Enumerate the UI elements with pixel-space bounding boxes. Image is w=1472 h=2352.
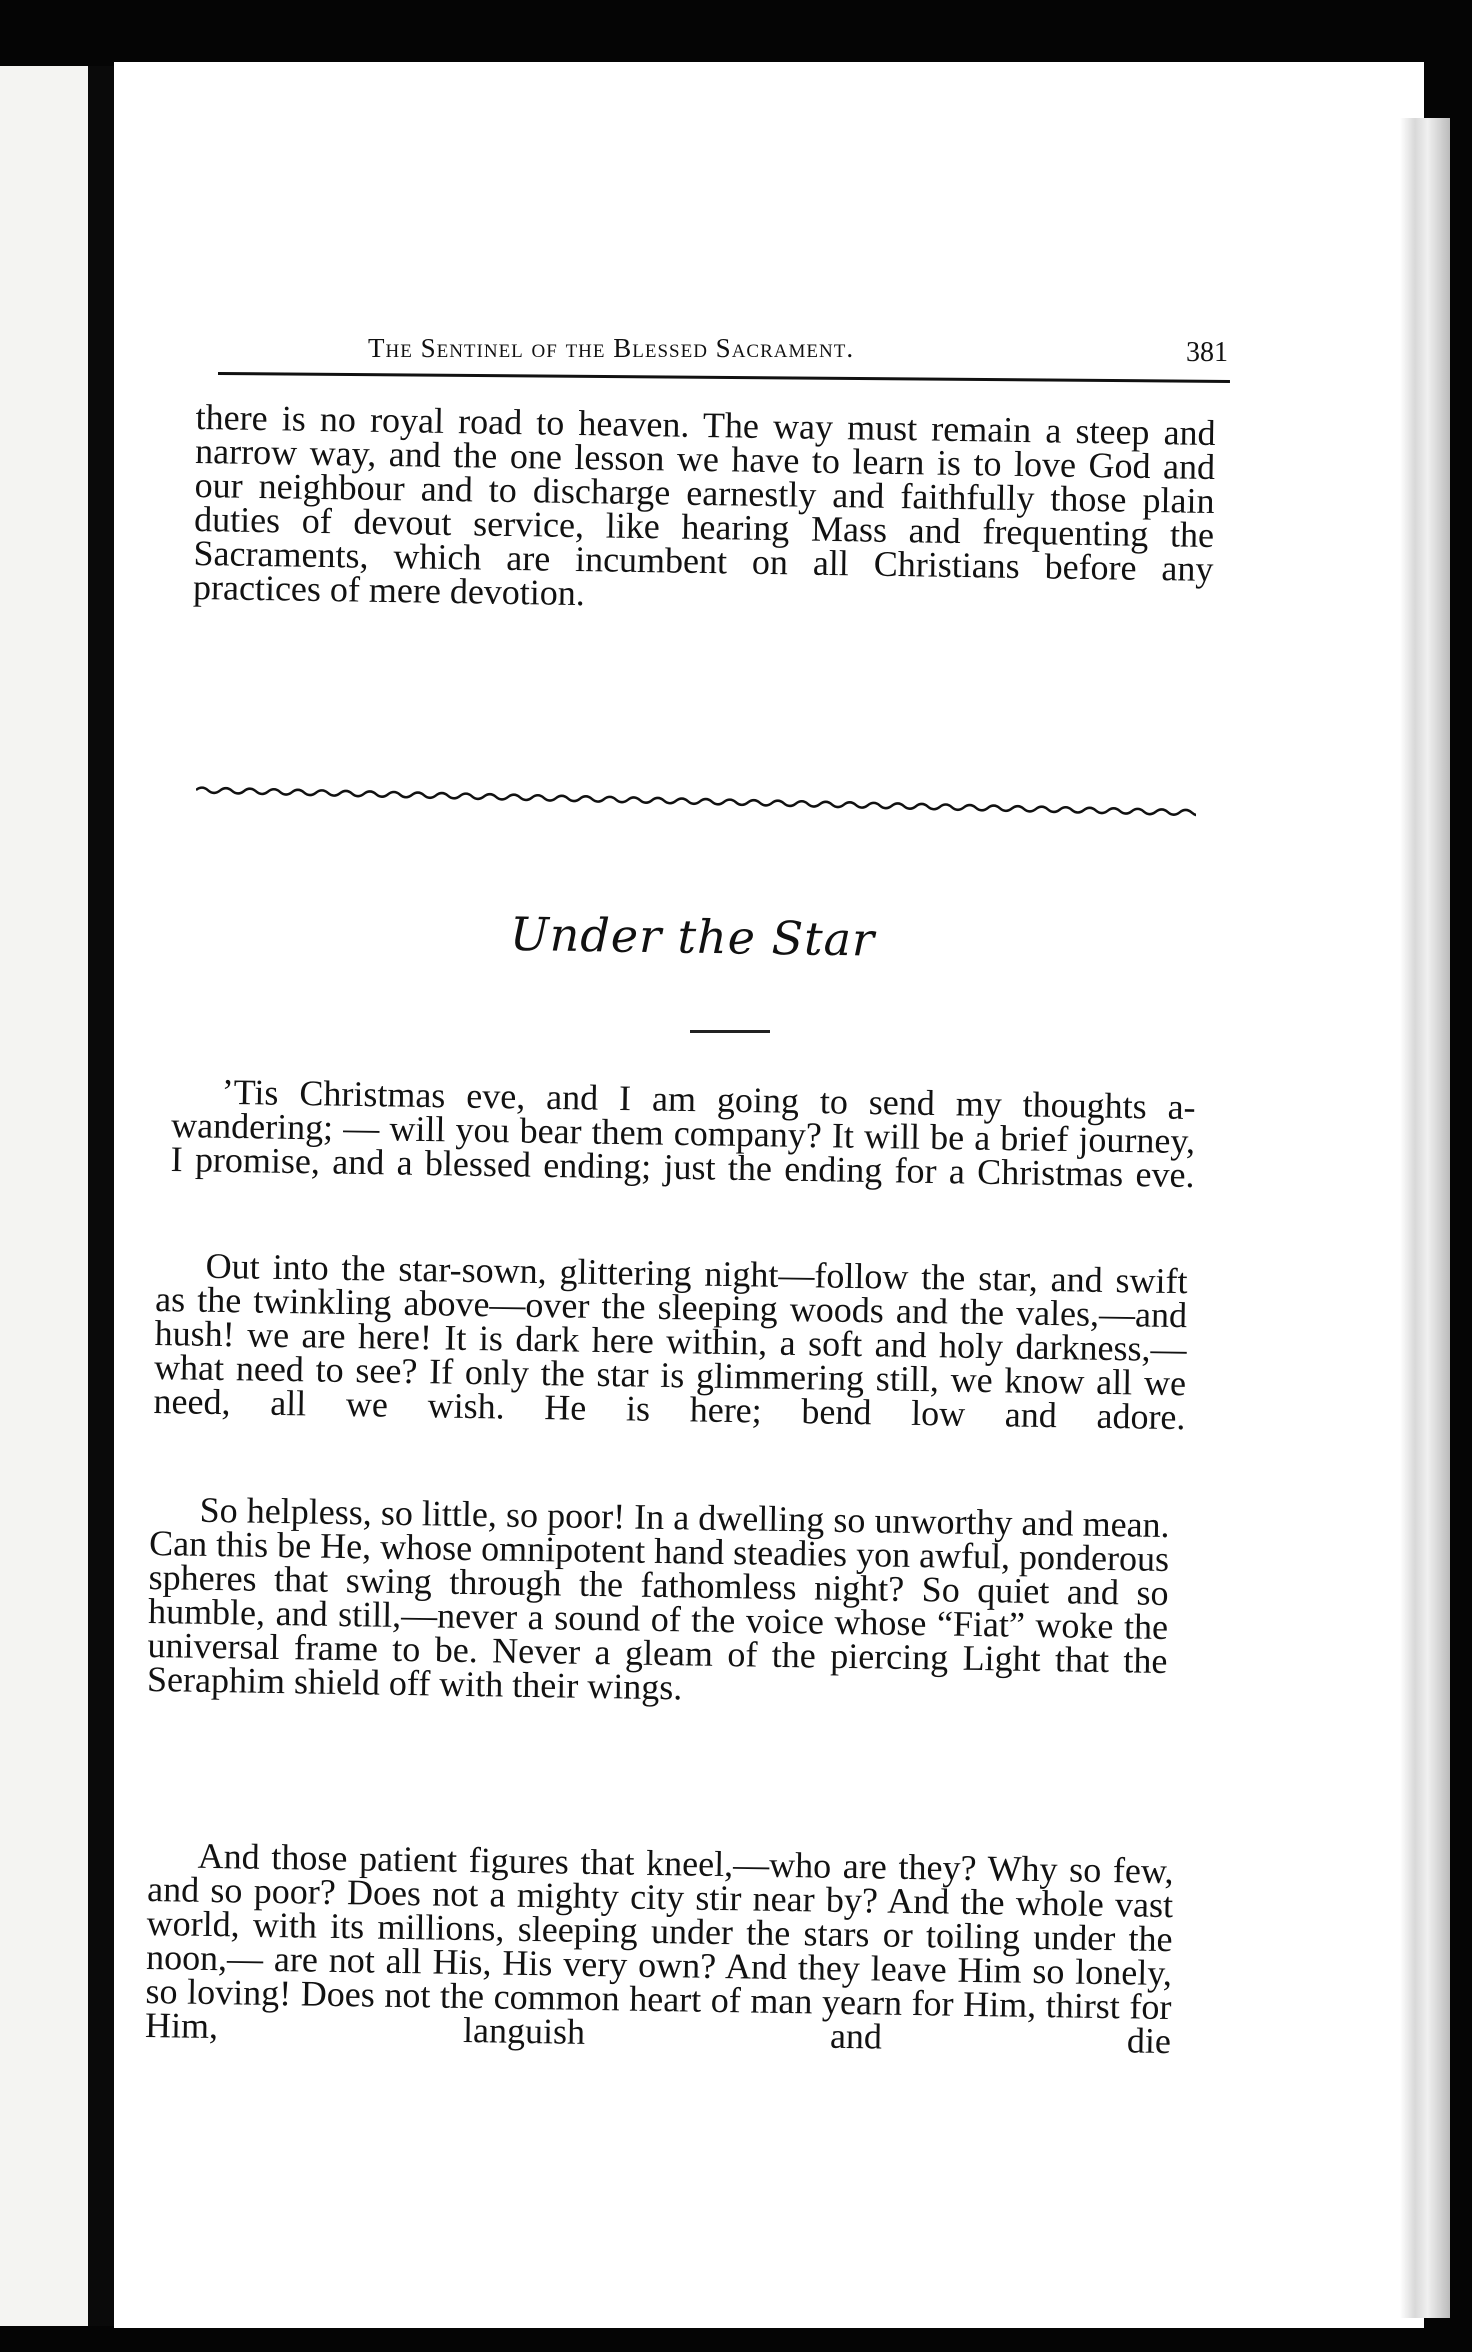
paragraph: And those patient figures that kneel,—who are they? Why so few, and so poor? Does not a mighty city stir near by? And the whole vast world, with its millions, sleeping under the stars or toiling under the noon,— are not all His, His very own? And they leave Him so lonely, so loving! Does not the common heart of man yearn for Him, thirst for Him, languish and die — [144, 1835, 1174, 2062]
section-title: Under the Star — [509, 906, 876, 967]
paragraph: ’Tis Christmas eve, and I am going to send my thoughts a-wandering; — will you bear them company? It will be a brief journey, I promise, and a blessed ending; just the ending for a Christmas eve. — [170, 1071, 1196, 1196]
running-head — [218, 325, 1228, 375]
running-head-title: The Sentinel of the Blessed Sacrament. — [368, 333, 855, 363]
page-number: 381 — [1186, 337, 1228, 368]
wavy-divider — [196, 782, 1196, 842]
facing-page-edge — [0, 66, 88, 2326]
wavy-divider-line — [196, 788, 1196, 818]
paragraph: Out into the star-sown, glittering night—follow the star, and swift as the twinkling above—over the sleeping woods and the vales,—and hush! we are here! It is dark here within, a soft and holy darkness,—what need to see? If only the star is glimmering still, we know all we need, all we wish. He is here; bend low and adore. — [153, 1245, 1188, 1438]
book-gutter — [88, 66, 114, 2326]
title-rule — [690, 1030, 770, 1033]
paragraph: So helpless, so little, so poor! In a dwelling so unworthy and mean. Can this be He, whose omnipotent hand steadies yon awful, ponderous spheres that swing through the fathomless night? So quiet and so humble, and still,—never a sound of the voice whose “Fiat” woke the universal frame to be. Never a gleam of the piercing Light that the Seraphim shield off with their wings. — [146, 1489, 1170, 1708]
continued-paragraph: there is no royal road to heaven. The way must remain a steep and narrow way, and the one lesson we have to learn is to love God and our neighbour and to discharge earnestly and faithfully those plain duties of devout service, like hearing Mass and frequenting the Sacraments, which are incumbent on all Christians before any practices of mere devotion. — [192, 397, 1216, 614]
page-stack-edge — [1400, 118, 1450, 2318]
